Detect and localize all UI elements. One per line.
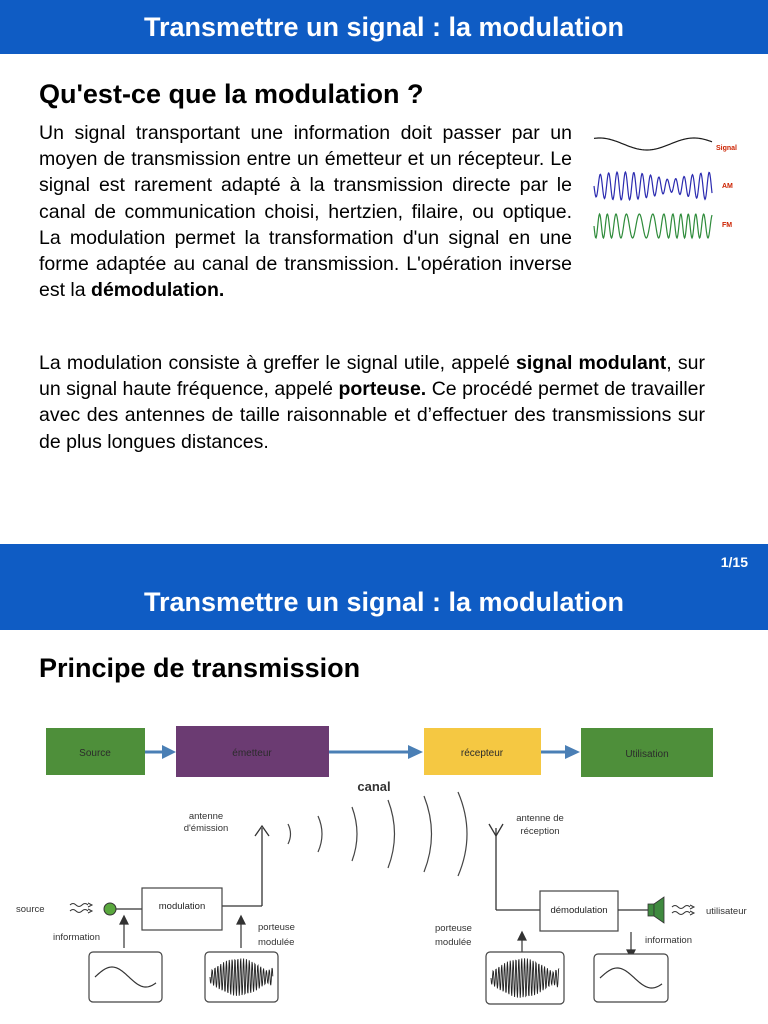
speaker-icon	[648, 897, 664, 923]
slide-title: Transmettre un signal : la modulation	[143, 12, 625, 42]
porteuse-arrow-right	[518, 932, 526, 954]
signal-modulant-term: signal modulant	[516, 352, 667, 374]
antenne-reception-label-1: antenne de	[516, 813, 564, 824]
microphone-icon	[104, 903, 116, 915]
am-label: AM	[722, 183, 733, 190]
emetteur-block-label: émetteur	[232, 748, 272, 759]
porteuse-label-left-2: modulée	[258, 937, 295, 948]
demodulation-label: démodulation	[550, 905, 608, 916]
am-waveform	[594, 172, 712, 200]
information-label-left: information	[53, 932, 100, 943]
recepteur-block-label: récepteur	[460, 748, 504, 759]
utilisateur-wave-icon	[672, 905, 694, 915]
information-arrow-left	[120, 916, 128, 948]
information-scope-right	[594, 954, 668, 1002]
slide-title-banner	[0, 0, 768, 54]
fm-label: FM	[722, 222, 733, 229]
porteuse-term: porteuse.	[338, 378, 427, 401]
emission-antenna	[222, 826, 269, 906]
fm-waveform	[594, 214, 712, 238]
modulation-text-c: Ce procédé permet de travailler avec des antennes de taille raisonnable et d’effectuer des transmissions sur de plus longues distances.	[39, 378, 705, 453]
information-label-right: information	[645, 935, 692, 946]
utilisateur-label: utilisateur	[706, 906, 747, 917]
modulation-text-a: La modulation consiste à greffer le signal utile, appelé	[39, 352, 517, 374]
radio-waves	[288, 792, 467, 876]
signal-label: Signal	[716, 145, 738, 152]
antenne-reception-label-2: réception	[520, 826, 560, 837]
slide-title-2: Transmettre un signal : la modulation	[143, 587, 625, 617]
modulation-text-b: , sur un signal haute fréquence, appelé	[39, 352, 705, 401]
intro-paragraph	[39, 120, 572, 303]
section-heading: Qu'est-ce que la modulation ?	[39, 79, 424, 109]
source-label: source	[16, 904, 45, 915]
source-block-label: Source	[79, 748, 111, 759]
utilisation-block-label: Utilisation	[625, 749, 669, 760]
arrowhead-emetteur-recepteur	[408, 745, 423, 759]
page-number: 1/15	[720, 554, 748, 570]
section-heading-2: Principe de transmission	[39, 653, 361, 683]
porteuse-label-left-1: porteuse	[258, 922, 295, 933]
arrowhead-recepteur-utilisation	[565, 745, 580, 759]
modulation-label: modulation	[158, 901, 206, 912]
transmission-diagram	[0, 700, 768, 1024]
information-scope-left	[89, 952, 162, 1002]
modulation-waveforms-figure	[590, 128, 750, 248]
canal-label: canal	[357, 779, 391, 794]
intro-bold-term: démodulation.	[91, 279, 225, 302]
arrowhead-source-emetteur	[162, 745, 176, 759]
antenne-emission-label-1: antenne	[188, 811, 224, 822]
source-wave-icon	[70, 903, 92, 913]
modulation-paragraph	[39, 350, 705, 455]
slide-title-banner-2	[0, 544, 768, 630]
porteuse-label-right-1: porteuse	[435, 923, 472, 934]
intro-text: Un signal transportant une information doit passer par un moyen de transmission entre un émetteur et un récepteur. Le signal est rarement adapté à la transmission directe par le canal de communication choisi, hertzien, filaire, ou optique. La modulation permet la transformation d'un signal en une forme adaptée au canal de transmission. L'opération inverse est la	[39, 122, 572, 302]
porteuse-label-right-2: modulée	[435, 937, 472, 948]
porteuse-arrow-left	[237, 916, 245, 948]
signal-waveform	[594, 138, 712, 150]
antenne-emission-label-2: d'émission	[183, 823, 229, 834]
